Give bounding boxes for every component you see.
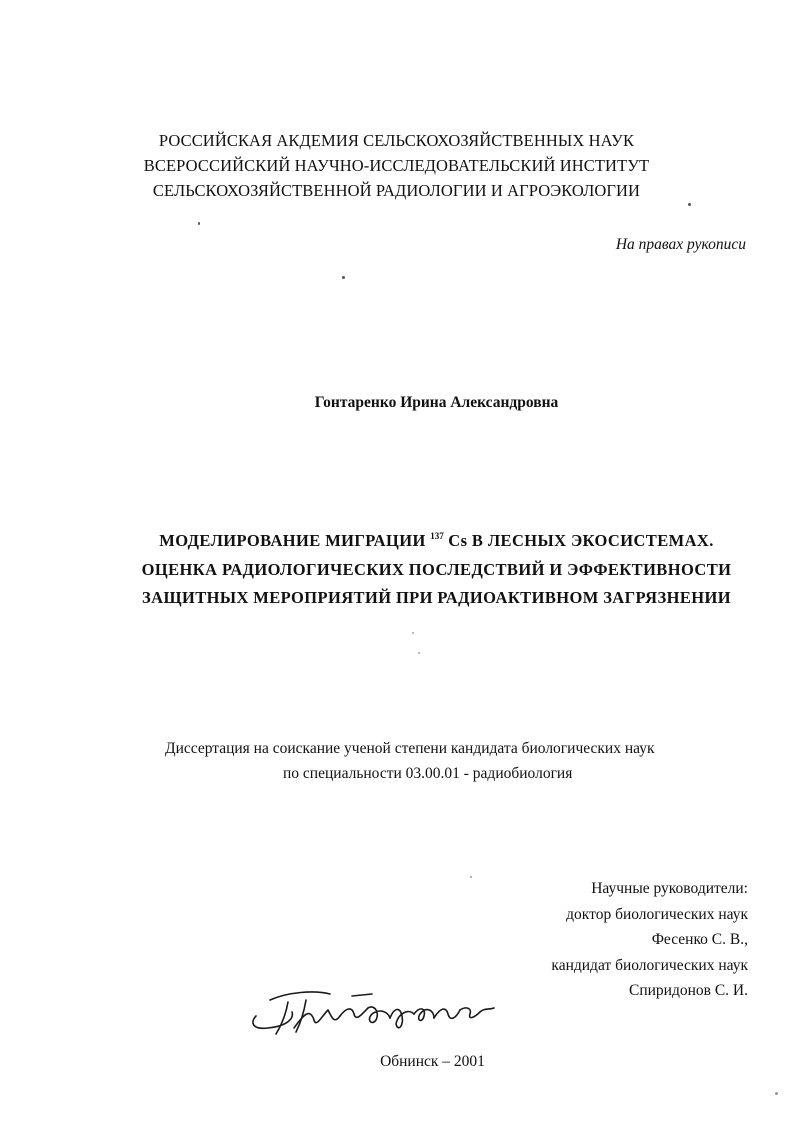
scan-speck: [412, 632, 414, 634]
supervisor-2-degree: кандидат биологических наук: [551, 956, 748, 974]
city-and-year: Обнинск – 2001: [380, 1053, 485, 1070]
institution-line-field: СЕЛЬСКОХОЗЯЙСТВЕННОЙ РАДИОЛОГИИ И АГРОЭКОЛОГИИ: [152, 181, 641, 200]
dissertation-title: [0, 522, 793, 613]
title-line-3: ЗАЩИТНЫХ МЕРОПРИЯТИЙ ПРИ РАДИОАКТИВНОМ ЗАГРЯЗНЕНИИ: [142, 588, 731, 607]
handwritten-signature: [248, 978, 508, 1048]
supervisors-block: [551, 876, 748, 1004]
dissertation-specialty-line: по специальности 03.00.01 - радиобиология: [283, 765, 573, 782]
supervisor-1-name: Фесенко С. В.,: [651, 931, 748, 948]
title-line-1-after: Cs В ЛЕСНЫХ ЭКОСИСТЕМАХ.: [448, 531, 714, 550]
scan-speck: [418, 652, 420, 654]
title-line-1-before: МОДЕЛИРОВАНИЕ МИГРАЦИИ: [159, 531, 426, 550]
scan-speck: [198, 222, 200, 225]
dissertation-statement: [165, 736, 675, 786]
scan-speck: [688, 203, 691, 206]
supervisors-heading: Научные руководители:: [591, 880, 748, 897]
title-line-1: [0, 522, 793, 556]
institution-header: [0, 128, 793, 203]
scan-speck: [470, 876, 472, 878]
scan-speck: [342, 276, 345, 279]
supervisor-2-name: Спиридонов С. И.: [628, 982, 748, 999]
scan-speck: [775, 1092, 778, 1095]
supervisor-1-degree: доктор биологических наук: [566, 905, 748, 923]
isotope-mass-number: 137: [430, 531, 444, 541]
title-line-2: ОЦЕНКА РАДИОЛОГИЧЕСКИХ ПОСЛЕДСТВИЙ И ЭФФЕКТИВНОСТИ: [141, 559, 732, 579]
author-name: Гонтаренко Ирина Александровна: [314, 394, 559, 411]
dissertation-degree-line: Диссертация на соискание ученой степени кандидата биологических наук: [165, 740, 655, 757]
institution-line-academy: РОССИЙСКАЯ АКДЕМИЯ СЕЛЬСКОХОЗЯЙСТВЕННЫХ НАУК: [158, 131, 635, 150]
institution-line-institute: ВСЕРОССИЙСКИЙ НАУЧНО-ИССЛЕДОВАТЕЛЬСКИЙ ИНСТИТУТ: [143, 156, 650, 175]
rights-note: На правах рукописи: [615, 236, 746, 253]
